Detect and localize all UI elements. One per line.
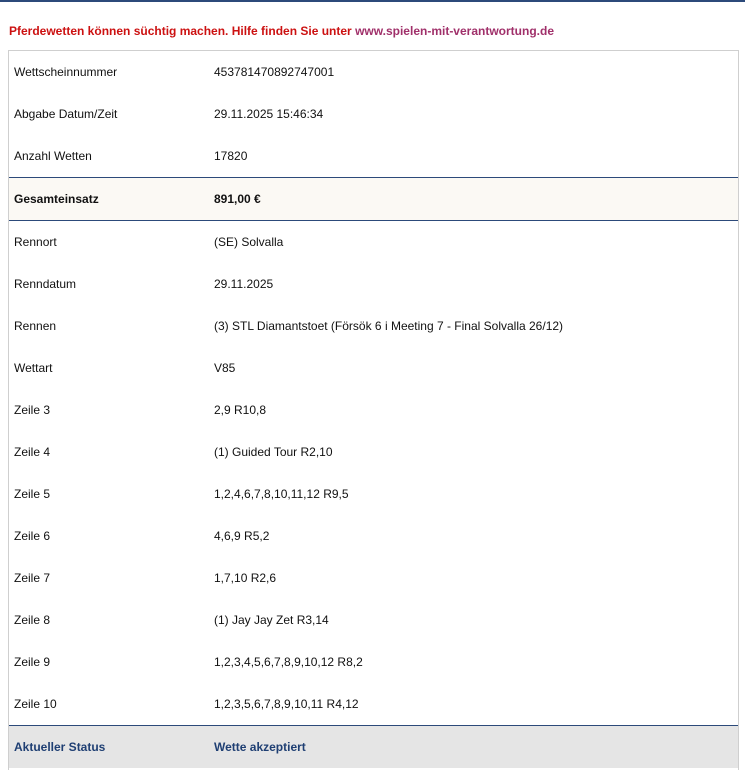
value-current-status: Wette akzeptiert — [214, 740, 306, 754]
label-line-3: Zeile 3 — [14, 403, 51, 417]
value-line-4: (1) Guided Tour R2,10 — [214, 445, 333, 459]
label-bet-type: Wettart — [14, 361, 53, 375]
value-line-10: 1,2,3,5,6,7,8,9,10,11 R4,12 — [214, 697, 359, 711]
label-line-6: Zeile 6 — [14, 529, 51, 543]
value-line-9: 1,2,3,4,5,6,7,8,9,10,12 R8,2 — [214, 655, 363, 669]
value-ticket-number: 453781470892747001 — [214, 65, 335, 79]
value-bet-count: 17820 — [214, 149, 248, 163]
label-total-stake: Gesamteinsatz — [14, 192, 99, 206]
label-line-4: Zeile 4 — [14, 445, 51, 459]
value-total-stake: 891,00 € — [214, 192, 261, 206]
label-current-status: Aktueller Status — [14, 740, 106, 754]
row-bet-type — [9, 347, 738, 389]
row-line-10 — [9, 683, 738, 725]
label-line-9: Zeile 9 — [14, 655, 51, 669]
row-race — [9, 305, 738, 347]
top-border — [0, 0, 745, 2]
label-line-7: Zeile 7 — [14, 571, 51, 585]
row-race-date — [9, 263, 738, 305]
value-race: (3) STL Diamantstoet (Försök 6 i Meeting 7 - Final Solvalla 26/12) — [214, 319, 564, 333]
value-bet-type: V85 — [214, 361, 236, 375]
row-line-8 — [9, 599, 738, 641]
value-race-venue: (SE) Solvalla — [214, 235, 284, 249]
value-line-3: 2,9 R10,8 — [214, 403, 267, 417]
row-line-4 — [9, 431, 738, 473]
row-total-stake — [9, 177, 738, 221]
row-race-venue — [9, 221, 738, 263]
responsible-gaming-link[interactable]: www.spielen-mit-verantwortung.de — [355, 24, 554, 38]
row-ticket-number — [9, 51, 738, 93]
value-line-8: (1) Jay Jay Zet R3,14 — [214, 613, 329, 627]
value-line-5: 1,2,4,6,7,8,10,11,12 R9,5 — [214, 487, 349, 501]
label-race-venue: Rennort — [14, 235, 57, 249]
value-line-7: 1,7,10 R2,6 — [214, 571, 277, 585]
row-line-6 — [9, 515, 738, 557]
row-line-9 — [9, 641, 738, 683]
value-submit-datetime: 29.11.2025 15:46:34 — [214, 107, 324, 121]
value-race-date: 29.11.2025 — [214, 277, 274, 291]
label-line-10: Zeile 10 — [14, 697, 57, 711]
row-line-3 — [9, 389, 738, 431]
label-line-5: Zeile 5 — [14, 487, 51, 501]
row-line-5 — [9, 473, 738, 515]
label-bet-count: Anzahl Wetten — [14, 149, 92, 163]
row-current-status — [9, 725, 738, 768]
label-submit-datetime: Abgabe Datum/Zeit — [14, 107, 118, 121]
bet-ticket — [8, 50, 739, 770]
row-line-7 — [9, 557, 738, 599]
gambling-warning — [9, 24, 554, 38]
row-bet-count — [9, 135, 738, 177]
label-ticket-number: Wettscheinnummer — [14, 65, 118, 79]
warning-text: Pferdewetten können süchtig machen. Hilfe finden Sie unter — [9, 24, 352, 38]
label-line-8: Zeile 8 — [14, 613, 51, 627]
value-line-6: 4,6,9 R5,2 — [214, 529, 270, 543]
label-race: Rennen — [14, 319, 57, 333]
row-submit-datetime — [9, 93, 738, 135]
label-race-date: Renndatum — [14, 277, 77, 291]
